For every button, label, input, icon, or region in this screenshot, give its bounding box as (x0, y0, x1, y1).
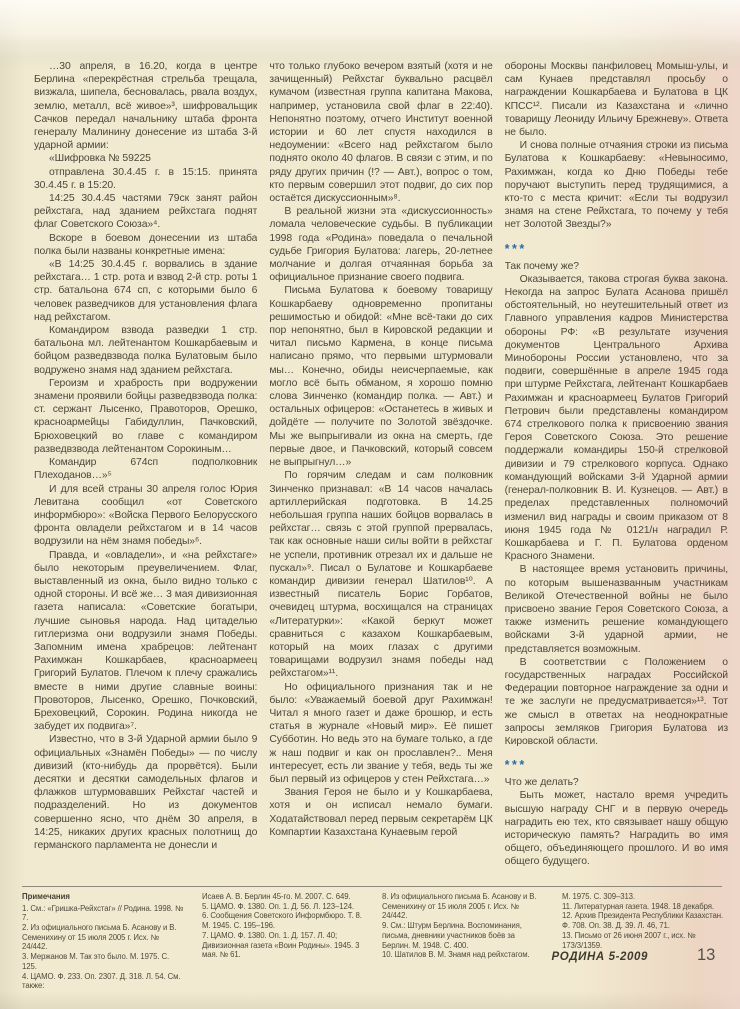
footnotes-column-2 (202, 892, 364, 991)
footnotes-column-4 (562, 892, 724, 991)
footnote-entry: 7. ЦАМО. Ф. 1380. Оп. 1. Д. 157. Л. 40; Дивизионная газета «Воин Родины». 1945. 3 мая. № 61. (202, 930, 360, 960)
footnotes-column-3 (382, 892, 544, 991)
paragraph: Звания Героя не было и у Кошкарбаева, хотя и он исписал немало бумаги. Ходатайствовал перед первым секретарём ЦК Компартии Казахстана Кунаевым герой (269, 787, 493, 838)
footnotes-entries-1 (22, 904, 184, 991)
footnotes-heading: Примечания (22, 892, 70, 901)
footnote-entry: 1. См.: «Гришка-Рейхстаг» // Родина. 1998. № 7. (22, 903, 184, 923)
footnote-entry: 6. Сообщения Советского Информбюро. Т. 8. М. 1945. С. 195–196. (202, 911, 362, 931)
footnote-entry: Исаев А. В. Берлин 45-го. М. 2007. С. 649. (202, 892, 351, 901)
footnote-divider (22, 886, 722, 887)
paragraph: Командиром взвода разведки 1 стр. батальона мл. лейтенантом Кошкарбаевым и бойцом разведвзвода полка Булатовым было водружено знамя над зданием рейхстага. (34, 325, 258, 376)
paragraph: Оказывается, такова строгая буква закона. Некогда на запрос Булата Асанова пришёл обстоятельный, но неутешительный ответ из Главного управления кадров Министерства обороны РФ: «В результате изучения документов Центрального Архива Минобороны России установлено, что за подвиги, совершённые в апреле 1945 года при штурме Рейхстага, лейтенант Кошкарбаев Рахимжан и красноармеец Булатов Григорий Петрович были представлены командиром 674 стрелкового полка к присвоению звания Героя Советского Союза. Это решение поддержали командиры 150-й стрелковой дивизии и 79 стрелкового корпуса. Однако командующий войсками 3-й Ударной армии (генерал-полковник В. И. Кузнецов. — Авт.) в пределах представленных полномочий изменил вид награды и своим приказом от 8 июня 1945 года № 0121/н наградил Р. Кошкарбаева и Г. П. Булатова орденом Красного Знамени. (504, 273, 728, 563)
footnote-entry: 9. См.: Штурм Берлина. Воспоминания, письма, дневники участников боёв за Берлин. М. 1948. С. 400. (382, 921, 522, 950)
footnote-entry: 8. Из официального письма Б. Асанову и В. Семенихину от 15 июля 2005 г. Исх. № 24/442. (382, 892, 537, 921)
paragraph: И для всей страны 30 апреля голос Юрия Левитана сообщил «от Советского информбюро»: «Войска Первого Белорусского фронта овладели рейхстагом и в 14 часов водрузили на нём знамя победы»⁶. (34, 483, 258, 548)
paragraph: Что же делать? (504, 777, 579, 789)
paragraph: «Шифровка № 59225 (49, 153, 151, 165)
paragraph: Правда, и «овладели», и «на рейхстаге» было некоторым преувеличением. Флаг, выставленный из окна, было видно только с одной стороны. И всё же… 3 мая дивизионная газета написала: «Советские богатыри, лучшие сыновья народа. Над цитаделью гитлеризма они водрузили знамя Победы. Запомним имена храбрецов: лейтенант Рахимжан Кошкарбаев, красноармеец Григорий Булатов. Плечом к плечу сражались вместе в ними другие славные воины: Провоторов, Лысенко, Орешко, Почковский, Бреховецкий, Сорокин. Родина никогда не забудет их подвига»⁷. (34, 549, 258, 733)
page-number: 13 (697, 946, 716, 964)
text-column-3 (505, 60, 728, 884)
text-column-1 (34, 60, 257, 884)
footnote-entry: 11. Литературная газета. 1948. 18 декабря. (562, 901, 714, 911)
paragraph: Известно, что в 3-й Ударной армии было 9 официальных «Знамён Победы» — по числу дивизий (кто-нибудь да прорвётся). Были десятки и десятки самодельных флагов и флажков штурмовавших Рейхстаг частей и подразделений. Но из документов совершенно ясно, что днём 30 апреля, в 14:25, никаких других красных полотнищ до германского парламента не донесли и (34, 734, 258, 851)
paragraph: В соответствии с Положением о государственных наградах Российской Федерации повторное награждение за одни и те же заслуги не предусматривается»¹³. Тот же смысл в ответах на неоднократные запросы земляков Григория Булатова из Кировской области. (504, 656, 728, 747)
paragraph: …30 апреля, в 16.20, когда в центре Берлина «перекрёстная стрельба трещала, визжала, шипела, бесновалась, рвала воздух, землю, металл, всё живое»³, шифровальщик Сачков передал начальнику штаба фронта генералу Малинину донесение из штаба 3-й ударной армии: (34, 61, 258, 152)
paragraph: И снова полные отчаяния строки из письма Булатова к Кошкарбаеву: «Невыносимо, Рахимжан, когда ко Дню Победы тебе поручают выступить перед трудящимися, а кто-то с места кричит: «Если ты водрузил знамя на стене Рейхстага, то почему у тебя нет Золотой Звезды?» (504, 140, 728, 231)
paragraph: Командир 674сп подполковник Плеходанов…»⁵ (34, 457, 258, 482)
paragraph: Письма Булатова к боевому товарищу Кошкарбаеву одновременно пропитаны решимостью и обидой: «Мне всё-таки до сих пор непонятно, был в Кировской редакции и читал письмо Кармена, в конце письма написано прямо, что первыми штурмовали мы… Конечно, обиды неисчерпаемые, как могло всё быть обманом, я хорошо помню слова Зинченко (командир полка. — Авт.) и остальных офицеров: «Останетесь в живых и дойдёте — получите по Золотой звёздочке. Мы же выпрыгивали из окна на смерть, где первые двое, и Пачковский, который совсем не выпрыгнул…» (269, 285, 493, 469)
footnote-entry: 5. ЦАМО. Ф. 1380. Оп. 1. Д. 56. Л. 123–124. (202, 901, 355, 911)
footnote-entry: 13. Письмо от 26 июня 2007 г., исх. № 173/3/1359. (562, 930, 696, 950)
paragraph: *** (504, 241, 527, 256)
paragraph: *** (504, 758, 527, 773)
footnote-entry: М. 1975. С. 309–313. (562, 892, 635, 901)
paragraph: что только глубоко вечером взятый (хотя и не зачищенный) Рейхстаг буквально расцвёл кумачом (известная группа капитана Макова, например, установила свой флаг в 22:40). Непонятно поэтому, отчего Институт военной истории и 60 лет спустя находился в недоумении: «Всего над рейхстагом было поднято около 40 флагов. В связи с этим, и по ряду других причин (!? — Авт.), вопрос о том, кто первым совершил этот подвиг, до сих пор остаётся дискуссионным»⁸. (269, 61, 493, 205)
article-body (34, 60, 728, 884)
paragraph: Но официального признания так и не было: «Уважаемый боевой друг Рахимжан! Читал я много газет и даже брошюр, и есть статья в журнале «Новый мир». Её пишет Субботин. Но ведь это на бумаге только, а где ж наш подвиг и как он прославлен?.. Меня интересует, есть ли звание у тебя, ведь ты же был первый из офицеров у стен Рейхстага…» (269, 681, 493, 785)
paragraph: Вскоре в боевом донесении из штаба полка были названы конкретные имена: (34, 232, 258, 257)
magazine-title: РОДИНА 5-2009 (551, 951, 648, 963)
paragraph: В реальной жизни эта «дискуссионность» ломала человеческие судьбы. В публикации 1998 года «Родина» поведала о печальной судьбе Григория Булатова: лагерь, 20-летнее молчание и долгая отчаянная борьба за официальное признание своего подвига. (269, 206, 493, 284)
paragraph: отправлена 30.4.45 г. в 15:15. принята 30.4.45 г. в 15:20. (34, 166, 258, 191)
paragraph: обороны Москвы панфиловец Момыш-улы, и сам Кунаев представлял просьбу о награждении Кошкарбаева и Булатова в ЦК КПСС¹². Писали из Казахстана и «лично товарищу Леониду Ильичу Брежневу». Ответа не было. (504, 61, 728, 139)
paragraph: «В 14:25 30.4.45 г. ворвались в здание рейхстага… 1 стр. рота и взвод 2-й стр. роты 1 стр. батальона 674 сп, с которыми было 6 человек разведчиков для установления флага над рейхстагом. (34, 259, 258, 323)
footnote-entry: 4. ЦАМО. Ф. 233. Оп. 2307. Д. 318. Л. 54. См. также: (22, 971, 181, 991)
paragraph: 14:25 30.4.45 частями 79ск занят район рейхстага, над зданием рейхстага поднят флаг Советского Союза»⁴. (34, 193, 258, 231)
footnote-entry: 2. Из официального письма Б. Асанову и В. Семенихину от 15 июля 2005 г. Исх. № 24/442. (22, 923, 177, 952)
footnote-entry: 12. Архив Президента Республики Казахстан. Ф. 708. Оп. 38. Д. 39. Л. 46, 71. (562, 911, 723, 931)
footnote-entry: 3. Мержанов М. Так это было. М. 1975. С. 125. (22, 952, 170, 971)
text-column-2 (269, 60, 492, 884)
paragraph: Героизм и храбрость при водружении знамени проявили бойцы разведвзвода полка: ст. сержант Лысенко, Правоторов, Орешко, красноармейцы Габидуллин, Пачковский, Брюховецкий во главе с командиром разведвзвода лейтенантом Сорокиным… (34, 377, 258, 455)
paragraph: Быть может, настало время учредить высшую награду СНГ и в первую очередь наградить ею тех, кто связывает нашу общую историческую память? Наградить во имя общего, объединяющего прошлого. И во имя общего будущего. (504, 790, 728, 868)
paragraph: По горячим следам и сам полковник Зинченко признавал: «В 14 часов началась артиллерийская подготовка. В 14.25 небольшая группа наших бойцов ворвалась в рейхстаг… связь с этой группой прервалась, так как основные наши силы войти в рейхстаг не успели, противник отрезал их и дальше не пускал»⁹. Писал о Булатове и Кошкарбаеве командир дивизии генерал Шатилов¹⁰. А известный писатель Борис Горбатов, очевидец штурма, восхищался на страницах «Литературки»: «Какой беркут может сравниться с казахом Кошкарбаевым, который на моих глазах с другими товарищами водрузил знамя победы над рейхстагом»¹¹. (269, 470, 493, 680)
paragraph: В настоящее время установить причины, по которым вышеназванным участникам Великой Отечественной войны не было присвоено звание Героя Советского Союза, а также изменить решение командующего войсками 3-й ударной армии, не представляется возможным. (504, 564, 728, 655)
footnote-entry: 10. Шатилов В. М. Знамя над рейхстагом. (382, 950, 530, 960)
footnotes-column-1 (22, 892, 184, 991)
footnotes (22, 892, 724, 991)
paragraph: Так почему же? (504, 260, 579, 272)
